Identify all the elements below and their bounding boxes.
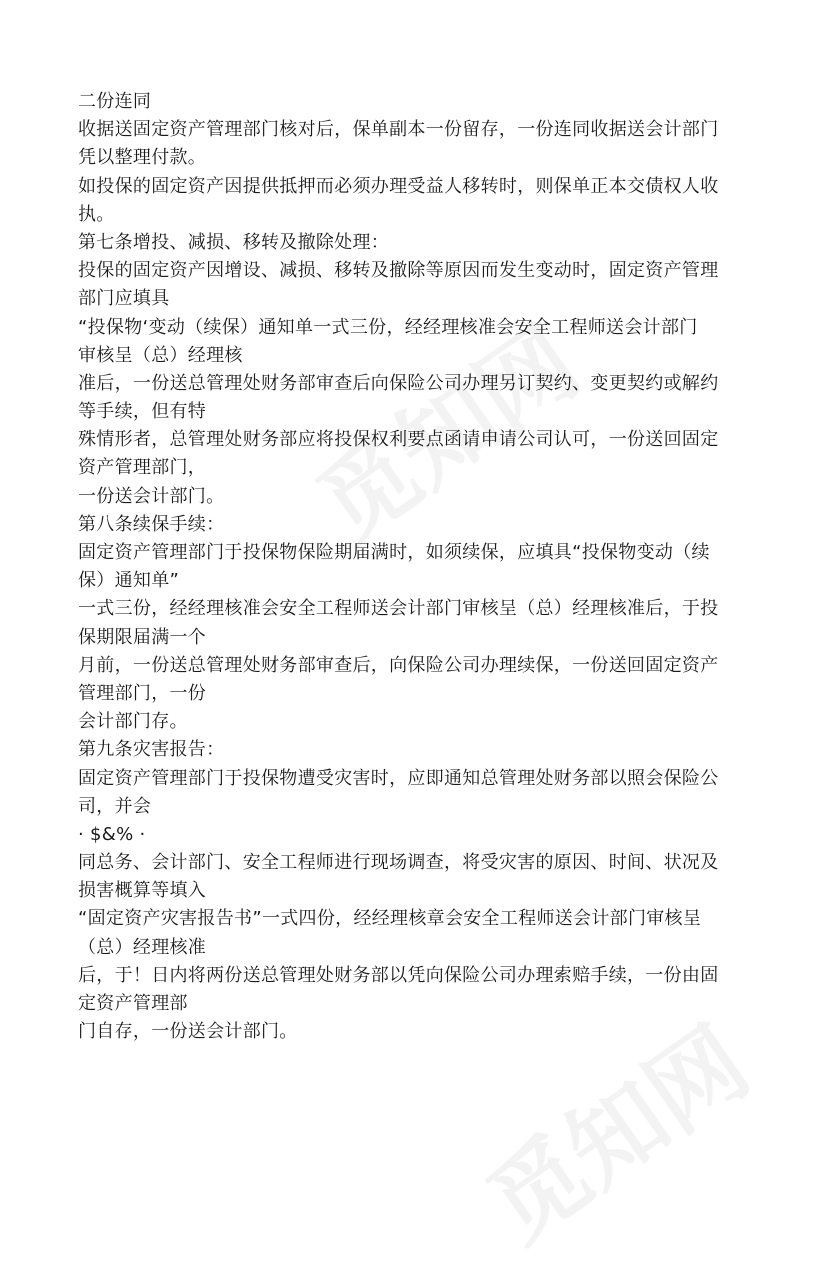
page-marker: · $&% · — [78, 823, 146, 845]
text-line: 固定资产管理部门于投保物保险期届满时，如须续保，应填具“投保物变动（续 — [78, 542, 710, 563]
document-body — [78, 88, 768, 1046]
text-line: “投保物‘变动（续保）通知单一式三份，经经理核准会安全工程师送会计部门 — [78, 316, 698, 338]
text-line: 一份送会计部门。 — [78, 485, 225, 507]
text-line: “固定资产灾害报告书”一式四份，经经理核章会安全工程师送会计部门审核呈 — [78, 908, 702, 930]
text-line: 审核呈（总）经理核 — [78, 344, 243, 366]
section-heading: 第九条灾害报告： — [78, 739, 225, 761]
text-line: 一式三份，经经理核准会安全工程师送会计部门审核呈（总）经理核准后，于投 — [78, 598, 719, 620]
text-line: 殊情形者，总管理处财务部应将投保权利要点函请申请公司认可，一份送回固定 — [78, 429, 719, 451]
text-line: 收据送固定资产管理部门核对后，保单副本一份留存，一份连同收据送会计部门 — [78, 119, 719, 141]
section-heading: 第八条续保手续： — [78, 513, 225, 535]
text-line: 损害概算等填入 — [78, 880, 207, 902]
section-heading: 第七条增投、减损、移转及撤除处理： — [78, 231, 390, 253]
text-line: 月前，一份送总管理处财务部审查后，向保险公司办理续保，一份送回固定资产 — [78, 654, 719, 676]
text-line: 凭以整理付款。 — [78, 147, 207, 169]
text-line: 等手续，但有特 — [78, 401, 207, 423]
text-line: 门自存，一份送会计部门。 — [78, 1021, 298, 1043]
text-line: 固定资产管理部门于投保物遭受灾害时，应即通知总管理处财务部以照会保险公 — [78, 767, 719, 789]
text-line: 部门应填具 — [78, 288, 170, 310]
text-line: 投保的固定资产因增设、减损、移转及撤除等原因而发生变动时，固定资产管理 — [78, 260, 719, 282]
text-line: 如投保的固定资产因提供抵押而必须办理受益人移转时，则保单正本交债权人收 — [78, 175, 719, 197]
text-line: 资产管理部门， — [78, 457, 207, 479]
text-line: （总）经理核准 — [78, 936, 207, 958]
text-line: 二份连同 — [78, 91, 152, 112]
text-line: 后，于！日内将两份送总管理处财务部以凭向保险公司办理索赔手续，一份由固 — [78, 964, 719, 986]
text-line: 准后，一份送总管理处财务部审查后向保险公司办理另订契约、变更契约或解约 — [78, 372, 719, 394]
text-line: 保期限届满一个 — [78, 626, 207, 648]
text-line: 管理部门，一份 — [78, 682, 207, 704]
text-line: 同总务、会计部门、安全工程师进行现场调查，将受灾害的原因、时间、状况及 — [78, 852, 719, 874]
text-line: 会计部门存。 — [78, 711, 188, 733]
text-line: 保）通知单” — [78, 570, 180, 592]
text-line: 定资产管理部 — [78, 993, 188, 1014]
text-line: 执。 — [78, 203, 115, 225]
text-line: 司，并会 — [78, 795, 152, 817]
